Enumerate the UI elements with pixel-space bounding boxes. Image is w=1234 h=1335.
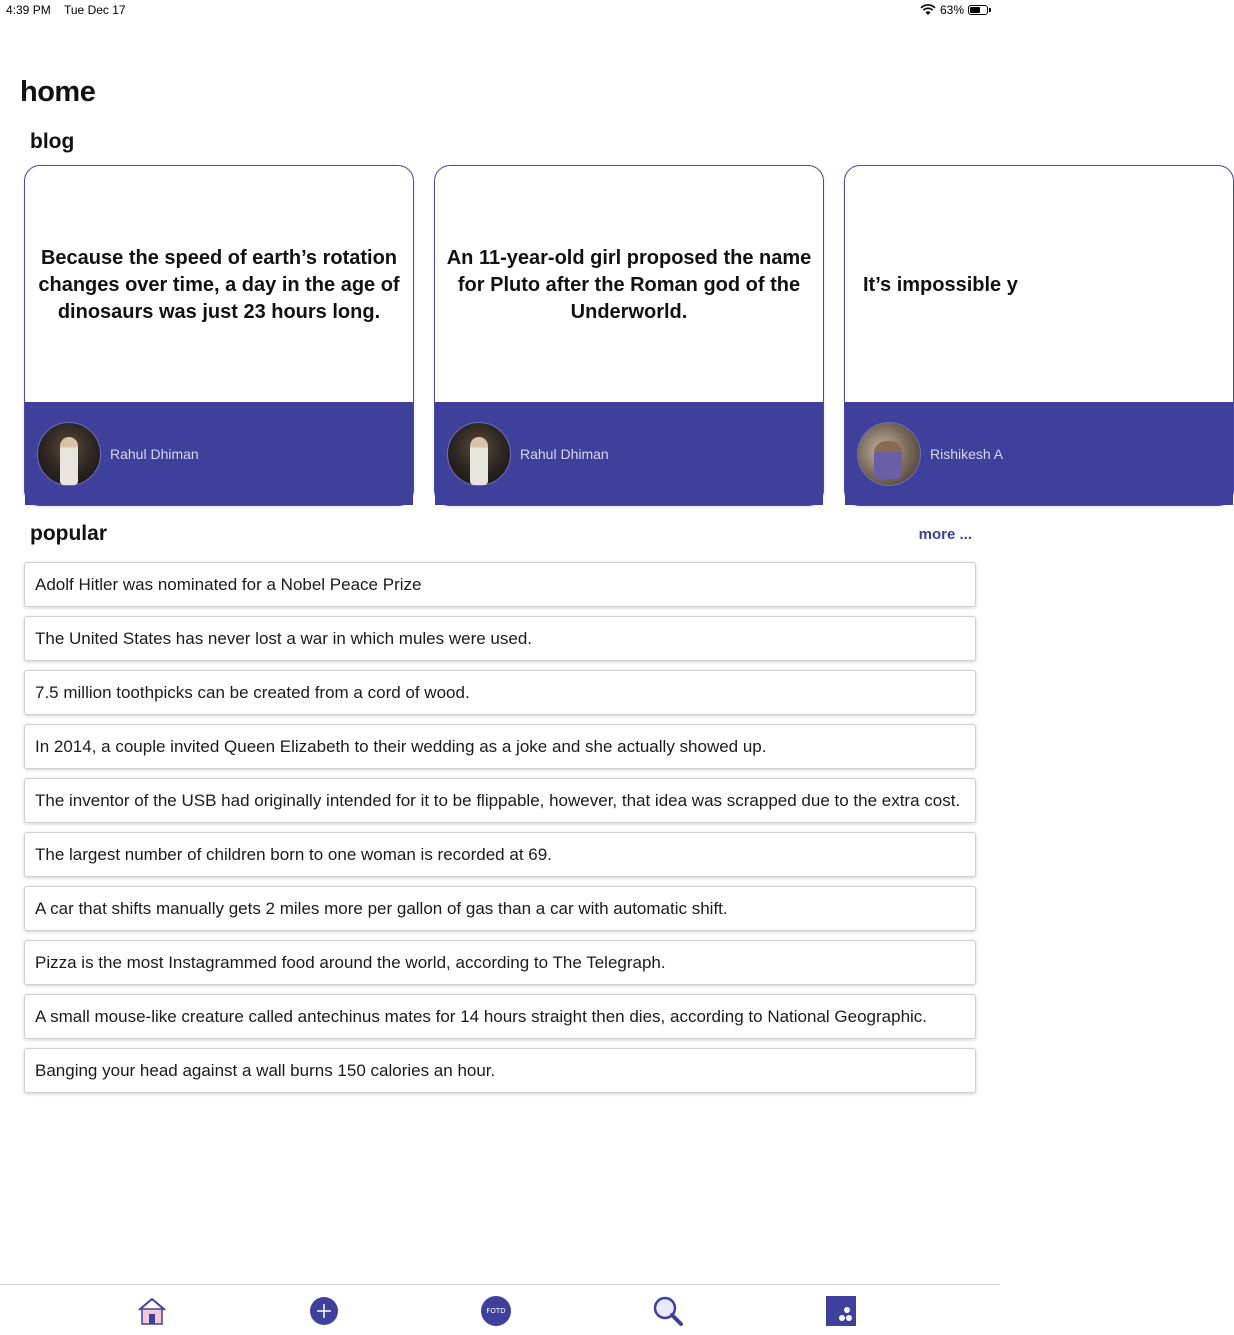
tab-add[interactable] (307, 1294, 341, 1328)
author-name[interactable]: Rahul Dhiman (110, 445, 199, 462)
popular-list-item[interactable]: The inventor of the USB had originally intended for it to be flippable, however, that idea was scrapped due to the extra cost. (24, 778, 976, 823)
popular-list-item[interactable]: Banging your head against a wall burns 150 calories an hour. (24, 1048, 976, 1093)
blog-card-body (25, 166, 413, 404)
blog-card-text: An 11-year-old girl proposed the name for Pluto after the Roman god of the Underworld. (446, 246, 812, 323)
author-name[interactable]: Rishikesh A (930, 445, 1004, 462)
status-time: 4:39 PM (6, 3, 51, 17)
popular-list-item[interactable]: In 2014, a couple invited Queen Elizabeth to their wedding as a joke and she actually showed up. (24, 724, 976, 769)
battery-fill (970, 7, 980, 13)
blog-carousel[interactable] (0, 165, 1018, 510)
avatar[interactable] (447, 422, 511, 486)
tab-home[interactable] (135, 1294, 169, 1328)
blog-card[interactable] (434, 165, 824, 506)
avatar[interactable] (37, 422, 101, 486)
popular-section-title: popular (30, 522, 107, 545)
status-bar (0, 0, 1000, 20)
popular-list-item[interactable]: A car that shifts manually gets 2 miles more per gallon of gas than a car with automatic shift. (24, 886, 976, 931)
blog-card[interactable] (24, 165, 414, 506)
popular-list-item[interactable]: Pizza is the most Instagrammed food around the world, according to The Telegraph. (24, 940, 976, 985)
blog-card-text: It’s impossible y (863, 273, 1018, 296)
author-name[interactable]: Rahul Dhiman (520, 445, 609, 462)
tab-search[interactable] (651, 1294, 685, 1328)
blog-card[interactable] (844, 165, 1234, 506)
battery-icon (968, 5, 988, 15)
tab-fotd[interactable] (479, 1294, 513, 1328)
avatar-figure (874, 441, 902, 479)
avatar-figure (470, 437, 488, 485)
popular-list-item[interactable]: The largest number of children born to one woman is recorded at 69. (24, 832, 976, 877)
tab-menu[interactable] (824, 1294, 858, 1328)
status-date: Tue Dec 17 (64, 3, 126, 17)
blog-card-footer (435, 402, 823, 505)
status-indicators (920, 3, 988, 17)
more-link[interactable]: more ... (918, 526, 972, 543)
fotd-label: FOTD (486, 1307, 506, 1315)
add-icon (309, 1296, 339, 1326)
blog-card-body (435, 166, 823, 404)
blog-card-footer (25, 402, 413, 505)
bottom-tab-bar (0, 1284, 1000, 1335)
wifi-icon (920, 4, 936, 16)
blog-card-footer (845, 402, 1233, 505)
blog-card-body (845, 166, 1233, 404)
popular-list (24, 562, 976, 1102)
battery-percent: 63% (939, 3, 964, 17)
avatar[interactable] (857, 422, 921, 486)
fotd-icon (481, 1296, 511, 1326)
popular-list-item[interactable]: The United States has never lost a war in which mules were used. (24, 616, 976, 661)
popular-list-item[interactable]: 7.5 million toothpicks can be created from a cord of wood. (24, 670, 976, 715)
blog-section-title: blog (30, 130, 75, 153)
popular-list-item[interactable]: A small mouse-like creature called antechinus mates for 14 hours straight then dies, according to National Geographic. (24, 994, 976, 1039)
menu-icon (826, 1296, 856, 1326)
search-icon (652, 1295, 684, 1327)
avatar-figure (60, 437, 78, 485)
home-icon (136, 1296, 168, 1326)
popular-list-item[interactable]: Adolf Hitler was nominated for a Nobel Peace Prize (24, 562, 976, 607)
blog-card-text: Because the speed of earth’s rotation changes over time, a day in the age of dinosaurs was just 23 hours long. (38, 246, 400, 323)
page-title: home (20, 76, 96, 108)
